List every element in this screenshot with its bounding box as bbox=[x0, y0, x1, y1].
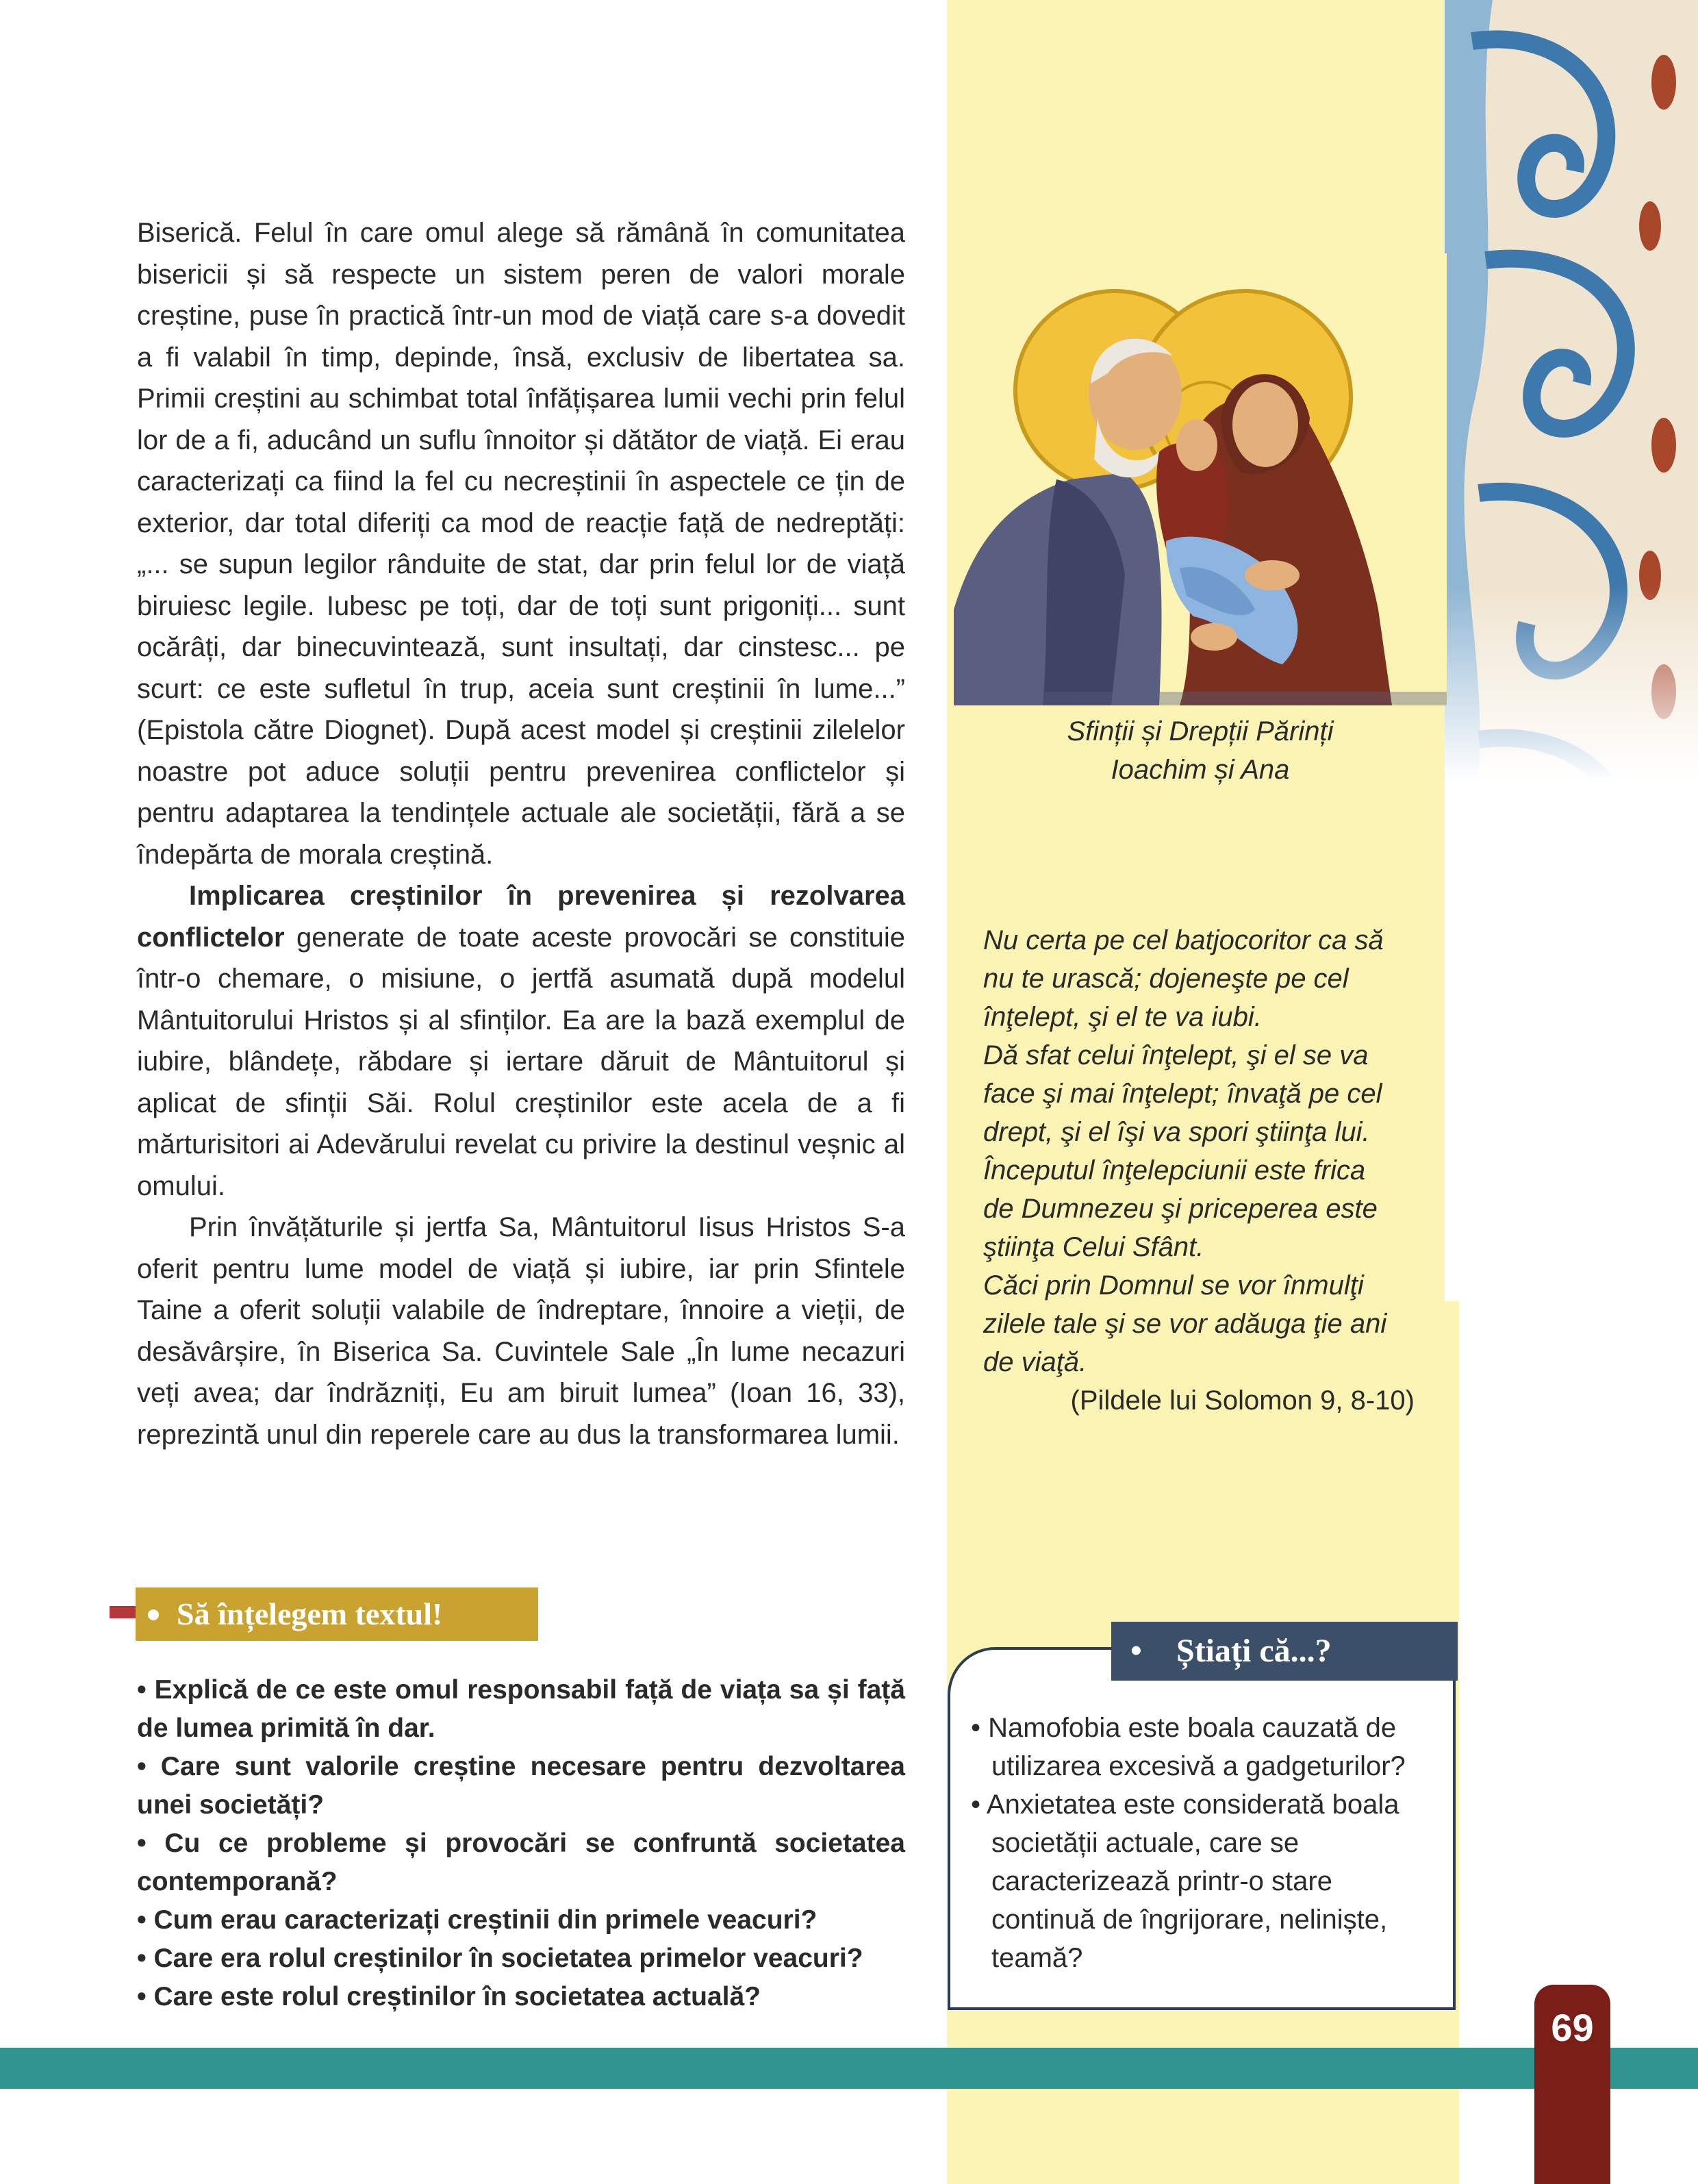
main-text bbox=[137, 212, 905, 1455]
fact-item-continued: societății actuale, care se bbox=[991, 1828, 1300, 1858]
quote-line: de Dumnezeu şi priceperea este bbox=[983, 1194, 1378, 1224]
did-you-know-heading bbox=[1111, 1622, 1458, 1681]
quote-reference: (Pildele lui Solomon 9, 8-10) bbox=[1070, 1385, 1415, 1416]
paragraph-2-bold: Implicarea creștinilor în prevenirea și rezolvarea conflictelor bbox=[137, 881, 905, 953]
bullet-icon bbox=[148, 1609, 159, 1620]
did-you-know-list bbox=[971, 1709, 1443, 1977]
question-item: • Explică de ce este omul responsabil față de viața sa și față de lumea primită în dar. bbox=[137, 1675, 905, 1743]
quote-line: zilele tale şi se vor adăuga ţie ani bbox=[983, 1309, 1387, 1339]
decorative-border bbox=[1445, 0, 1698, 2184]
quote-line: nu te urască; dojeneşte pe cel bbox=[983, 964, 1349, 994]
question-item: • Care este rolul creștinilor în societatea actuală? bbox=[137, 1982, 761, 2011]
fact-item: • Namofobia este boala cauzată de bbox=[971, 1713, 1397, 1743]
paragraph-2-rest: generate de toate aceste provocări se constituie într-o chemare, o misiune, o jertfă asumată după modelul Mântuitorului Hristos și al sfinților. Ea are la bază exemplul de iubire, blândețe, răbdare și iertare dăruit de Mântuitorul și aplicat de sfinții Săi. Rolul creștinilor este acela de a fi mărturisitori ai Adevărului revelat cu privire la destinul veșnic al omului. bbox=[137, 922, 905, 1201]
bullet-icon: • bbox=[1130, 1633, 1142, 1669]
icon-caption bbox=[954, 712, 1447, 789]
quote-line: Căci prin Domnul se vor înmulţi bbox=[983, 1270, 1364, 1301]
scripture-quote bbox=[983, 921, 1428, 1420]
caption-line-2: Ioachim și Ana bbox=[1111, 755, 1290, 785]
question-item: • Care era rolul creștinilor în societatea primelor veacuri? bbox=[137, 1944, 863, 1973]
fact-item-continued: teamă? bbox=[991, 1943, 1083, 1973]
did-you-know-title: Știați că...? bbox=[1176, 1633, 1332, 1669]
quote-line: Nu certa pe cel batjocoritor ca să bbox=[983, 925, 1384, 955]
question-list bbox=[137, 1671, 905, 2016]
paragraph-1: Biserică. Felul în care omul alege să rămână în comunitatea bisericii și să respecte un sistem peren de valori morale creștine, puse în practică într-un mod de viață care s-a dovedit a fi valabil în timp, depinde, însă, exclusiv de libertatea sa. Primii creștini au schimbat total înfățișarea lumii vechi prin felul lor de a fi, aducând un suflu înnoitor și dătător de viață. Ei erau caracterizați ca fiind la fel cu necreștinii în aspectele ce țin de exterior, dar total diferiți ca mod de reacție față de nedreptăți: „... se supun legilor rânduite de stat, dar prin felul lor de viață biruiesc legile. Iubesc pe toți, dar de toți sunt prigoniți... sunt ocărâți, dar binecuvintează, sunt insultați, dar cinstesc... pe scurt: ce este sufletul în trup, aceia sunt creștinii în lume...” (Epistola către Diognet). După acest model și creștinii zilelelor noastre pot aduce soluții pentru prevenirea conflictelor și pentru adaptarea la tendințele actuale ale societății, fără a se îndepărta de morala creștină. bbox=[137, 218, 905, 870]
quote-line: Dă sfat celui înţelept, şi el se va bbox=[983, 1040, 1369, 1070]
quote-line: înţelept, şi el te va iubi. bbox=[983, 1002, 1262, 1032]
fact-item: • Anxietatea este considerată boala bbox=[971, 1790, 1399, 1820]
fact-item-continued: continuă de îngrijorare, neliniște, bbox=[991, 1905, 1388, 1935]
quote-line: ştiinţa Celui Sfânt. bbox=[983, 1232, 1204, 1262]
question-item: • Cu ce probleme și provocări se confruntă societatea contemporană? bbox=[137, 1829, 905, 1896]
quote-line: drept, şi el îşi va spori ştiinţa lui. bbox=[983, 1117, 1370, 1147]
fact-item-continued: caracterizează printr-o stare bbox=[991, 1866, 1332, 1896]
quote-line: face şi mai înţelept; învaţă pe cel bbox=[983, 1079, 1382, 1109]
question-item: • Care sunt valorile creștine necesare pentru dezvoltarea unei societăți? bbox=[137, 1752, 905, 1820]
question-item: • Cum erau caracterizați creștinii din primele veacuri? bbox=[137, 1905, 818, 1935]
footer-stripe bbox=[0, 2048, 1698, 2089]
fact-item-continued: utilizarea excesivă a gadgeturilor? bbox=[991, 1751, 1406, 1781]
section-heading-understand: Să înțelegem textul! bbox=[136, 1587, 538, 1641]
caption-line-1: Sfinții și Drepții Părinți bbox=[1067, 716, 1334, 746]
page-number: 69 bbox=[1534, 1985, 1610, 2184]
icon-image-joachim-anna bbox=[954, 253, 1447, 705]
paragraph-2 bbox=[137, 875, 905, 1207]
paragraph-3: Prin învățăturile și jertfa Sa, Mântuitorul Iisus Hristos S-a oferit pentru lume model de viață și iubire, iar prin Sfintele Taine a oferit soluții valabile de îndreptare, înnoire a vieții, de desăvârșire, în Biserica Sa. Cuvintele Sale „În lume necazuri veți avea; dar îndrăzniți, Eu am biruit lumea” (Ioan 16, 33), reprezintă unul din reperele care au dus la transformarea lumii. bbox=[137, 1212, 905, 1450]
quote-line: de viaţă. bbox=[983, 1347, 1087, 1377]
quote-line: Începutul înţelepciunii este frica bbox=[983, 1155, 1366, 1185]
